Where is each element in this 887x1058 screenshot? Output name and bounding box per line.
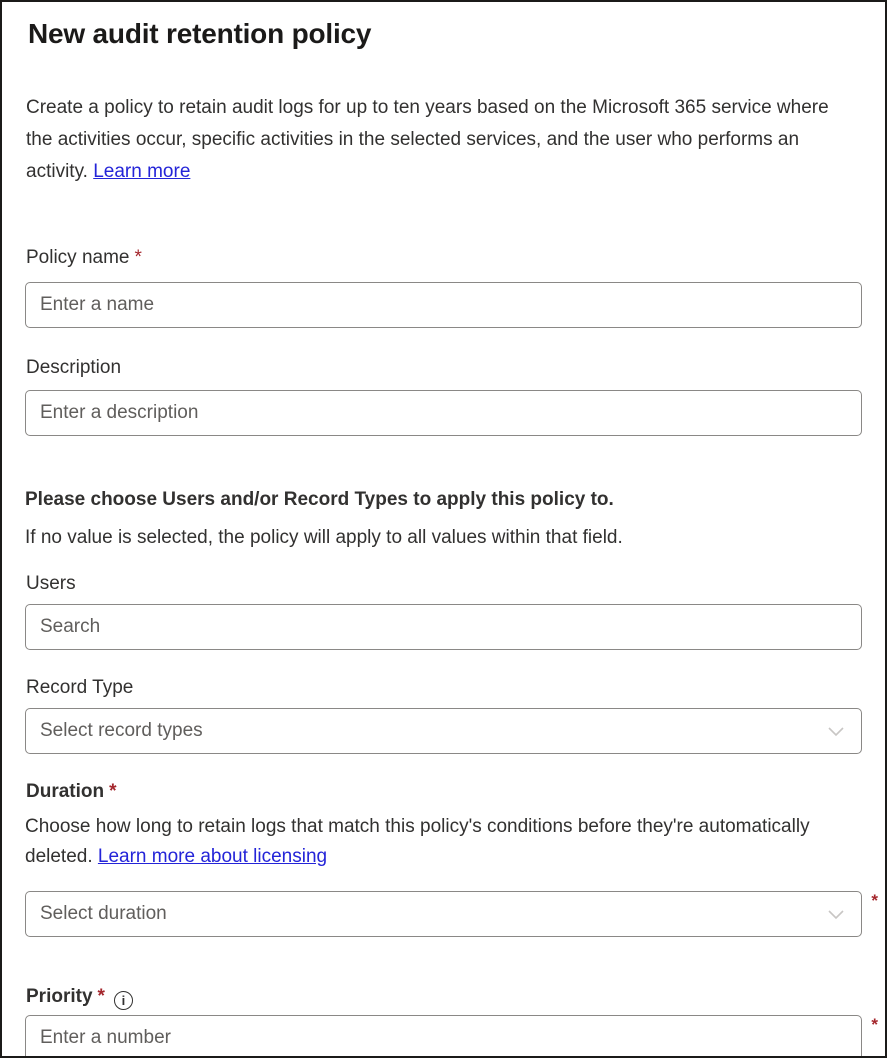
required-asterisk: *	[871, 1015, 878, 1034]
required-asterisk: *	[134, 247, 142, 268]
users-search-input[interactable]	[25, 604, 862, 650]
record-type-field	[25, 708, 862, 754]
duration-dropdown-placeholder: Select duration	[40, 903, 167, 924]
duration-help-body: Choose how long to retain logs that match this policy's conditions before they're automatically deleted.	[25, 816, 810, 867]
chevron-down-icon	[825, 720, 847, 742]
users-field	[25, 604, 862, 650]
description-field	[25, 390, 862, 436]
policy-name-input[interactable]	[25, 282, 862, 328]
priority-label: Priority * i	[26, 983, 862, 1011]
info-icon[interactable]: i	[114, 991, 133, 1010]
chevron-down-icon	[825, 903, 847, 925]
intro-text	[26, 92, 856, 188]
required-asterisk: *	[97, 986, 105, 1007]
record-type-dropdown-placeholder: Select record types	[40, 720, 203, 741]
intro-text-body: Create a policy to retain audit logs for up to ten years based on the Microsoft 365 service where the activities occur, specific activities in the selected services, and the user who performs an activity.	[26, 97, 829, 182]
learn-more-licensing-link[interactable]: Learn more about licensing	[97, 846, 328, 867]
users-label: Users	[26, 573, 76, 594]
required-asterisk: *	[109, 781, 117, 802]
description-input[interactable]	[25, 390, 862, 436]
scope-section-subtext: If no value is selected, the policy will apply to all values within that field.	[25, 527, 623, 548]
record-type-dropdown[interactable]	[25, 708, 862, 754]
policy-name-label: Policy name *	[26, 247, 142, 268]
duration-dropdown[interactable]	[25, 891, 862, 937]
required-asterisk: *	[871, 891, 878, 910]
record-type-label: Record Type	[26, 677, 134, 698]
scope-section-heading: Please choose Users and/or Record Types to apply this policy to.	[25, 489, 614, 510]
priority-field	[25, 1015, 878, 1058]
priority-input[interactable]	[25, 1015, 862, 1058]
policy-name-field	[25, 282, 862, 328]
duration-help-text	[25, 812, 855, 872]
description-label: Description	[26, 357, 122, 378]
duration-label: Duration *	[26, 781, 117, 802]
page-title: New audit retention policy	[28, 18, 372, 49]
learn-more-link[interactable]: Learn more	[93, 161, 191, 182]
duration-field	[25, 891, 878, 937]
